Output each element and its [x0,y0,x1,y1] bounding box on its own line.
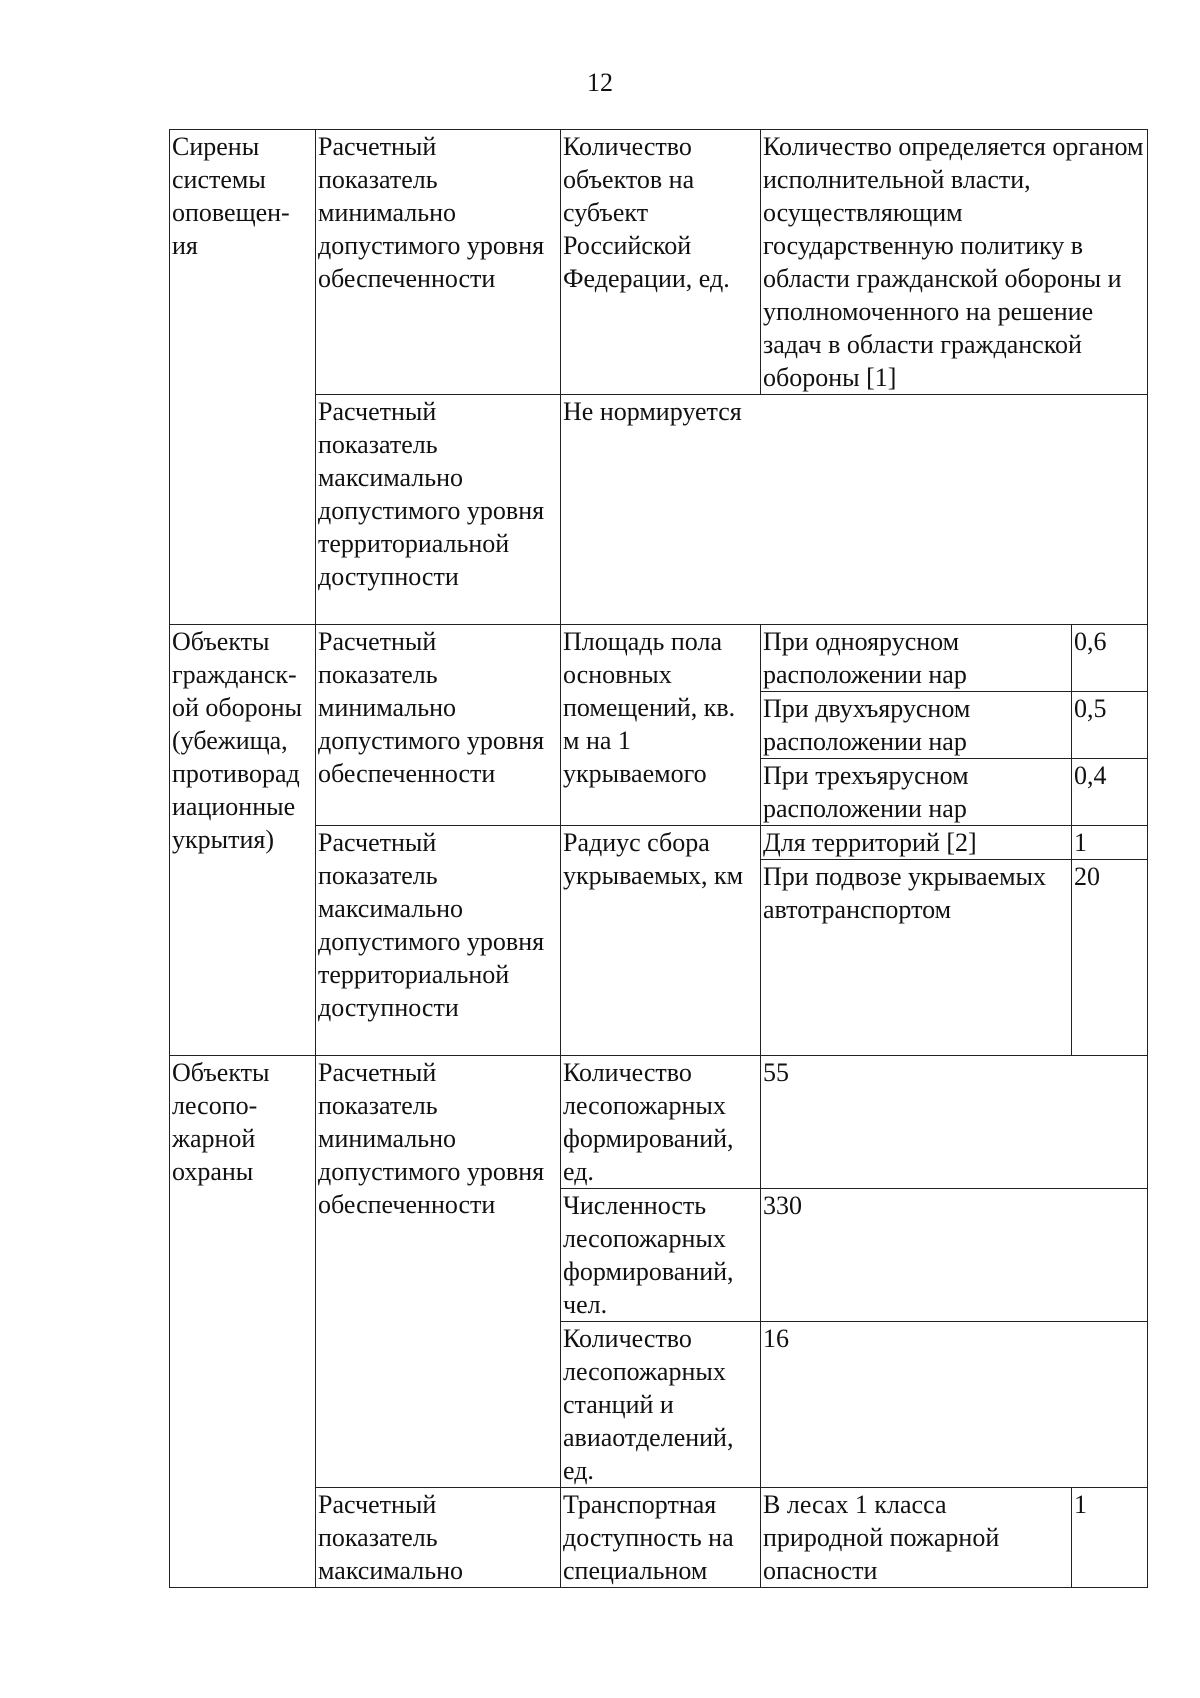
unit-cell: Количество объектов на субъект Российской Федерации, ед. [561,130,761,395]
table-row [170,130,1148,395]
table-row [170,1056,1148,1189]
value-cell: Не нормируется [561,395,1148,625]
object-name-cell: Объекты гражданск-ой обороны (убежища, противорад иационные укрытия) [170,625,316,1056]
value-cell: 1 [1072,826,1148,860]
table-row [170,625,1148,692]
page-number: 12 [587,68,613,97]
value-cell: 55 [761,1056,1148,1189]
object-name-cell: Сирены системы оповещен-ия [170,130,316,625]
value-cell: 0,4 [1072,759,1148,826]
norms-table [169,129,1148,1588]
object-name-cell: Объекты лесопо-жарной охраны [170,1056,316,1588]
indicator-cell: Расчетный показатель минимально допустимого уровня обеспеченности [316,1056,561,1488]
table-row [170,1488,1148,1588]
indicator-cell: Расчетный показатель максимально [316,1488,561,1588]
value-cell: 20 [1072,860,1148,1056]
condition-cell: При двухъярусном расположении нар [761,692,1072,759]
condition-cell: При подвозе укрываемых автотранспортом [761,860,1072,1056]
condition-cell: В лесах 1 класса природной пожарной опасности [761,1488,1072,1588]
unit-cell: Количество лесопожарных станций и авиаотделений, ед. [561,1322,761,1488]
unit-cell: Транспортная доступность на специальном [561,1488,761,1588]
condition-cell: При трехъярусном расположении нар [761,759,1072,826]
condition-cell: При одноярусном расположении нар [761,625,1072,692]
value-cell: 0,5 [1072,692,1148,759]
condition-cell: Для территорий [2] [761,826,1072,860]
value-cell: 0,6 [1072,625,1148,692]
indicator-cell: Расчетный показатель максимально допустимого уровня территориальной доступности [316,395,561,625]
value-cell: 16 [761,1322,1148,1488]
indicator-cell: Расчетный показатель минимально допустимого уровня обеспеченности [316,130,561,395]
indicator-cell: Расчетный показатель минимально допустимого уровня обеспеченности [316,625,561,826]
table-row [170,395,1148,625]
value-cell: 1 [1072,1488,1148,1588]
table-row [170,826,1148,860]
unit-cell: Численность лесопожарных формирований, чел. [561,1189,761,1322]
indicator-cell: Расчетный показатель максимально допустимого уровня территориальной доступности [316,826,561,1056]
unit-cell: Площадь пола основных помещений, кв. м на 1 укрываемого [561,625,761,826]
unit-cell: Радиус сбора укрываемых, км [561,826,761,1056]
value-cell: 330 [761,1189,1148,1322]
unit-cell: Количество лесопожарных формирований, ед. [561,1056,761,1189]
value-cell: Количество определяется органом исполнительной власти, осуществляющим государственную политику в области гражданской обороны и уполномоченного на решение задач в области гражданской обороны [1] [761,130,1148,395]
